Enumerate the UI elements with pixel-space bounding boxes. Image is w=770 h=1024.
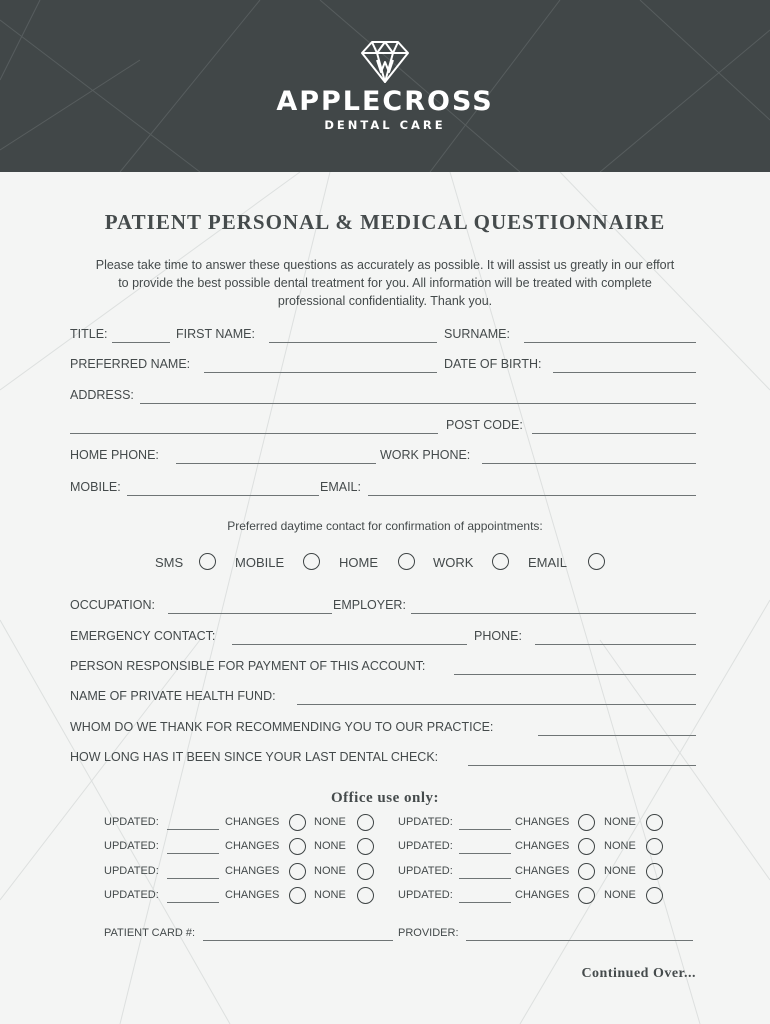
emergency-contact-field[interactable] <box>232 644 467 645</box>
phone-label: PHONE: <box>474 629 522 643</box>
updated-field[interactable] <box>459 902 511 903</box>
employer-field[interactable] <box>411 613 696 614</box>
email-label: EMAIL: <box>320 480 361 494</box>
none-radio[interactable] <box>357 863 374 880</box>
preferred-name-field[interactable] <box>204 372 437 373</box>
updated-label: UPDATED: <box>398 840 453 852</box>
updated-label: UPDATED: <box>398 865 453 877</box>
none-radio[interactable] <box>357 838 374 855</box>
occupation-field[interactable] <box>168 613 332 614</box>
changes-label: CHANGES <box>225 865 280 877</box>
mobile-radio[interactable] <box>303 553 320 570</box>
updated-label: UPDATED: <box>398 889 453 901</box>
address-line-2-field[interactable] <box>70 433 438 434</box>
updated-label: UPDATED: <box>104 816 159 828</box>
updated-label: UPDATED: <box>104 840 159 852</box>
home-phone-field[interactable] <box>176 463 376 464</box>
sms-radio[interactable] <box>199 553 216 570</box>
changes-label: CHANGES <box>515 865 570 877</box>
updated-field[interactable] <box>459 853 511 854</box>
date-of-birth-label: DATE OF BIRTH: <box>444 357 542 371</box>
office-use-title: Office use only: <box>331 790 439 806</box>
continued-over-text: Continued Over... <box>581 966 696 981</box>
person-responsible-field[interactable] <box>454 674 696 675</box>
health-fund-field[interactable] <box>297 704 696 705</box>
none-radio[interactable] <box>646 838 663 855</box>
changes-radio[interactable] <box>578 887 595 904</box>
none-radio[interactable] <box>646 863 663 880</box>
none-label: NONE <box>604 816 636 828</box>
patient-card-field[interactable] <box>203 940 393 941</box>
updated-field[interactable] <box>459 878 511 879</box>
changes-radio[interactable] <box>578 838 595 855</box>
updated-field[interactable] <box>167 902 219 903</box>
changes-radio[interactable] <box>578 814 595 831</box>
email-field[interactable] <box>368 495 696 496</box>
email-option-label: EMAIL <box>528 555 568 570</box>
person-responsible-label: PERSON RESPONSIBLE FOR PAYMENT OF THIS ACCOUNT: <box>70 659 426 673</box>
contact-preference-note: Preferred daytime contact for confirmation of appointments: <box>227 519 543 533</box>
phone-field[interactable] <box>535 644 696 645</box>
address-field[interactable] <box>140 403 696 404</box>
work-phone-field[interactable] <box>482 463 696 464</box>
work-phone-label: WORK PHONE: <box>380 448 471 462</box>
mobile-label: MOBILE: <box>70 480 121 494</box>
occupation-label: OCCUPATION: <box>70 598 155 612</box>
updated-field[interactable] <box>167 829 219 830</box>
none-radio[interactable] <box>357 814 374 831</box>
header-banner <box>0 0 770 172</box>
updated-field[interactable] <box>459 829 511 830</box>
none-label: NONE <box>314 865 346 877</box>
updated-label: UPDATED: <box>104 865 159 877</box>
changes-radio[interactable] <box>578 863 595 880</box>
updated-label: UPDATED: <box>398 816 453 828</box>
email-radio[interactable] <box>588 553 605 570</box>
provider-label: PROVIDER: <box>398 927 459 939</box>
none-label: NONE <box>604 865 636 877</box>
page-title: PATIENT PERSONAL & MEDICAL QUESTIONNAIRE <box>104 210 666 234</box>
emergency-contact-label: EMERGENCY CONTACT: <box>70 629 216 643</box>
first-name-field[interactable] <box>269 342 437 343</box>
changes-radio[interactable] <box>289 814 306 831</box>
changes-label: CHANGES <box>515 889 570 901</box>
work-radio[interactable] <box>492 553 509 570</box>
intro-line: professional confidentiality. Thank you. <box>277 294 493 308</box>
surname-label: SURNAME: <box>444 327 510 341</box>
post-code-field[interactable] <box>532 433 696 434</box>
sms-option-label: SMS <box>155 555 184 570</box>
none-label: NONE <box>314 889 346 901</box>
first-name-label: FIRST NAME: <box>176 327 255 341</box>
title-label: TITLE: <box>70 327 108 341</box>
diamond-tooth-logo-icon <box>360 40 410 84</box>
recommend-field[interactable] <box>538 735 696 736</box>
none-radio[interactable] <box>357 887 374 904</box>
home-option-label: HOME <box>339 555 378 570</box>
last-check-label: HOW LONG HAS IT BEEN SINCE YOUR LAST DENTAL CHECK: <box>70 750 439 764</box>
intro-paragraph <box>70 256 700 310</box>
brand-subtitle: DENTAL CARE <box>324 118 446 132</box>
none-label: NONE <box>314 840 346 852</box>
changes-label: CHANGES <box>515 840 570 852</box>
mobile-option-label: MOBILE <box>235 555 285 570</box>
last-check-field[interactable] <box>468 765 696 766</box>
intro-line: to provide the best possible dental treatment for you. All information will be treated with complete <box>118 276 652 290</box>
changes-label: CHANGES <box>225 816 280 828</box>
changes-label: CHANGES <box>515 816 570 828</box>
none-label: NONE <box>604 840 636 852</box>
updated-label: UPDATED: <box>104 889 159 901</box>
mobile-field[interactable] <box>127 495 319 496</box>
none-radio[interactable] <box>646 887 663 904</box>
date-of-birth-field[interactable] <box>553 372 696 373</box>
work-option-label: WORK <box>433 555 474 570</box>
intro-line: Please take time to answer these questions as accurately as possible. It will assist us greatly in our effort <box>95 258 675 272</box>
none-label: NONE <box>314 816 346 828</box>
changes-radio[interactable] <box>289 838 306 855</box>
updated-field[interactable] <box>167 853 219 854</box>
surname-field[interactable] <box>524 342 696 343</box>
employer-label: EMPLOYER: <box>333 598 406 612</box>
patient-card-label: PATIENT CARD #: <box>104 927 196 939</box>
updated-field[interactable] <box>167 878 219 879</box>
preferred-name-label: PREFERRED NAME: <box>70 357 191 371</box>
changes-label: CHANGES <box>225 889 280 901</box>
post-code-label: POST CODE: <box>446 418 523 432</box>
changes-label: CHANGES <box>225 840 280 852</box>
changes-radio[interactable] <box>289 887 306 904</box>
health-fund-label: NAME OF PRIVATE HEALTH FUND: <box>70 689 276 703</box>
changes-radio[interactable] <box>289 863 306 880</box>
home-radio[interactable] <box>398 553 415 570</box>
recommend-label: WHOM DO WE THANK FOR RECOMMENDING YOU TO OUR PRACTICE: <box>70 720 494 734</box>
title-field[interactable] <box>112 342 170 343</box>
address-label: ADDRESS: <box>70 388 134 402</box>
none-radio[interactable] <box>646 814 663 831</box>
none-label: NONE <box>604 889 636 901</box>
provider-field[interactable] <box>466 940 693 941</box>
home-phone-label: HOME PHONE: <box>70 448 159 462</box>
brand-name: APPLECROSS <box>276 86 494 117</box>
